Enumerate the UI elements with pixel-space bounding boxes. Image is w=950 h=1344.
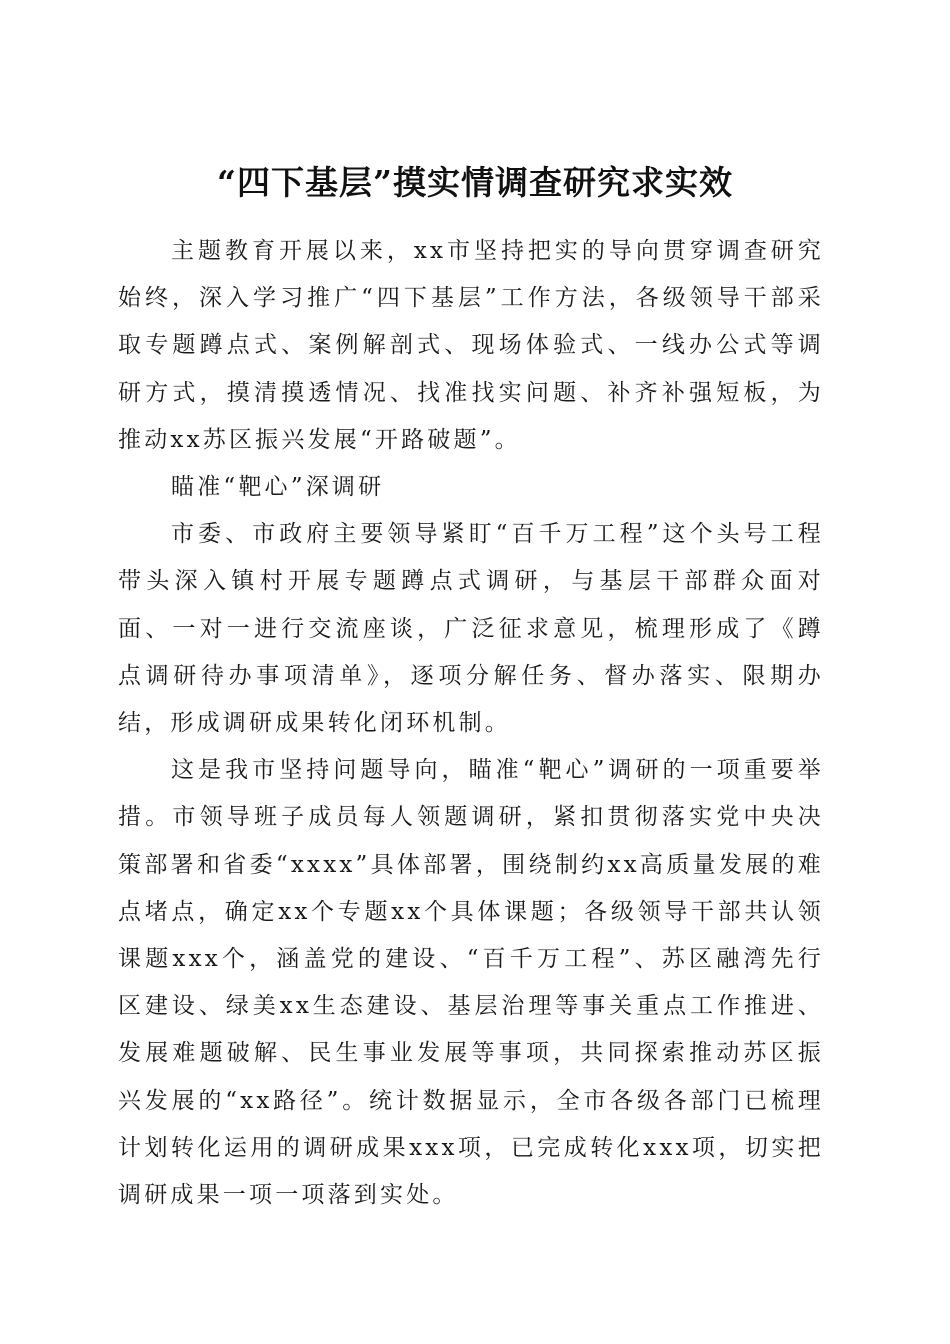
paragraph-problem-oriented: 这是我市坚持问题导向，瞄准“靶心”调研的一项重要举措。市领导班子成员每人领题调研，紧扣贯彻落实党中央决策部署和省委“xxxx”具体部署，围绕制约xx高质量发展的难点堵点，确定xx个专题xx个具体课题；各级领导干部共认领课题xxx个，涵盖党的建设、“百千万工程”、苏区融湾先行区建设、绿美xx生态建设、基层治理等事关重点工作推进、发展难题破解、民生事业发展等事项，共同探索推动苏区振兴发展的“xx路径”。统计数据显示，全市各级各部门已梳理计划转化运用的调研成果xxx项，已完成转化xxx项，切实把调研成果一项一项落到实处。 — [118, 757, 824, 1209]
paragraph-intro: 主题教育开展以来，xx市坚持把实的导向贯穿调查研究始终，深入学习推广“四下基层”工作方法，各级领导干部采取专题蹲点式、案例解剖式、现场体验式、一线办公式等调研方式，摸清摸透情况、找准找实问题、补齐补强短板，为推动xx苏区振兴发展“开路破题”。 — [118, 238, 824, 453]
document-body — [118, 228, 824, 1219]
section-heading: 瞄准“靶心”深调研 — [171, 474, 385, 501]
paragraph-leaders-research: 市委、市政府主要领导紧盯“百千万工程”这个头号工程带头深入镇村开展专题蹲点式调研，与基层干部群众面对面、一对一进行交流座谈，广泛征求意见，梳理形成了《蹲点调研待办事项清单》，逐项分解任务、督办落实、限期办结，形成调研成果转化闭环机制。 — [118, 521, 824, 737]
document-title: “四下基层”摸实情调查研究求实效 — [217, 163, 733, 203]
